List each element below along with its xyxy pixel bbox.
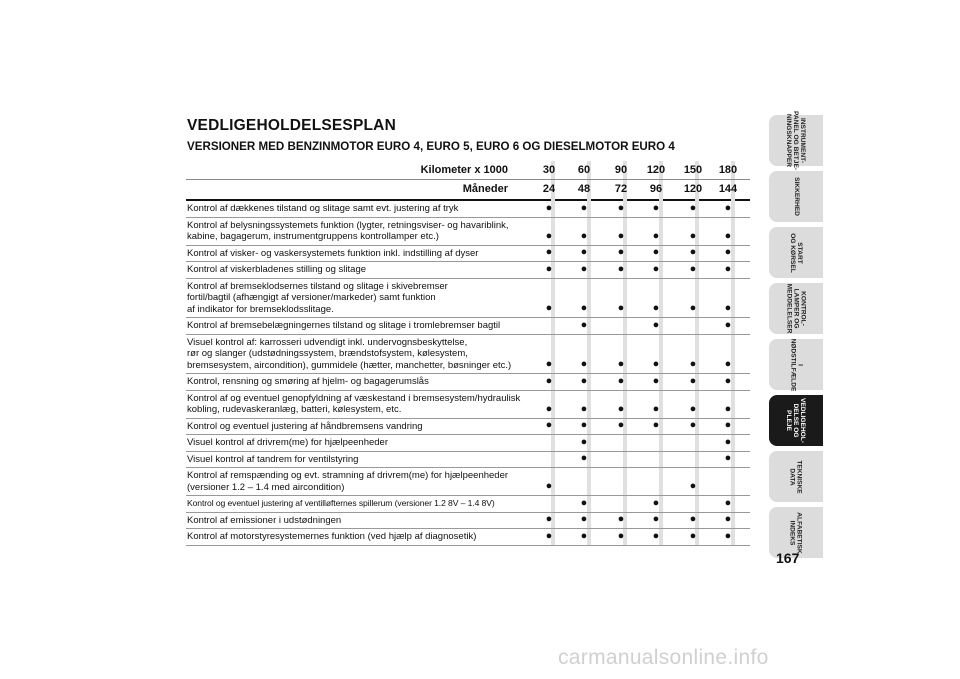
interval-dot: ● [689, 513, 697, 525]
row-line: rør og slanger (udstødningssystem, brændstofsystem, kølesystem, [187, 348, 468, 359]
row-line: Kontrol og eventuel justering af ventilløfternes spillerum (versioner 1.2 8V – 1.4 8V) [187, 498, 495, 508]
interval-dot: ● [545, 419, 553, 431]
interval-dot: ● [689, 229, 697, 242]
interval-dot: ● [545, 480, 553, 492]
interval-dot: ● [580, 452, 588, 464]
row-line: Visuel kontrol af tandrem for ventilstyring [187, 453, 359, 465]
row-line: Kontrol af remspænding og evt. stramning af drivrem(me) for hjælpeenheder [187, 470, 509, 481]
row-line: kabine, bagagerum, instrumentgruppens kontrollamper etc.) [187, 231, 439, 242]
interval-dot: ● [545, 229, 553, 242]
interval-dot: ● [724, 529, 732, 542]
interval-dot: ● [652, 318, 660, 331]
row-line: kobling, rudevaskeranlæg, batteri, kølesystem, etc. [187, 404, 402, 415]
header-months-2: 48 [577, 183, 591, 195]
table-row [186, 318, 750, 335]
row-line: Kontrol af visker- og vaskersystemets funktion inkl. indstilling af dyser [187, 247, 479, 259]
row-description [186, 468, 526, 495]
interval-dot: ● [580, 201, 588, 214]
chapter-tab[interactable] [769, 451, 823, 502]
interval-dot: ● [652, 358, 660, 370]
interval-dot: ● [580, 318, 588, 331]
interval-dot: ● [724, 358, 732, 370]
table-row [186, 262, 750, 279]
interval-dot: ● [689, 419, 697, 431]
interval-dot: ● [617, 358, 625, 370]
interval-dot: ● [580, 358, 588, 370]
interval-dot: ● [724, 496, 732, 509]
interval-dot: ● [724, 302, 732, 314]
interval-dot: ● [580, 496, 588, 509]
interval-dot: ● [689, 480, 697, 492]
chapter-tab-label: TEKNISKE DATA [789, 459, 803, 494]
header-kilometer-row [186, 161, 750, 180]
kilometer-label: Kilometer x 1000 [420, 164, 508, 176]
interval-dot: ● [580, 302, 588, 314]
chapter-tab-label: VEDLIGEHOL- DELSE OG PLEJE [785, 397, 807, 444]
chapter-tab-label: ALFABETISK INDEKS [789, 511, 803, 554]
interval-dot: ● [617, 246, 625, 258]
interval-dot: ● [689, 402, 697, 415]
interval-dot: ● [652, 529, 660, 542]
interval-dot: ● [689, 374, 697, 387]
interval-dot: ● [545, 513, 553, 525]
header-km-2: 60 [577, 164, 591, 176]
table-row [186, 452, 750, 469]
interval-dot: ● [545, 358, 553, 370]
interval-dot: ● [724, 374, 732, 387]
table-row [186, 218, 750, 246]
interval-dot: ● [545, 374, 553, 387]
header-km-5: 150 [683, 164, 703, 176]
interval-dot: ● [652, 302, 660, 314]
row-line: Visuel kontrol af drivrem(me) for hjælpeenheder [187, 437, 388, 448]
row-description [186, 391, 526, 418]
table-row [186, 513, 750, 530]
interval-dot: ● [652, 513, 660, 525]
row-description [186, 201, 526, 217]
chapter-tab[interactable] [769, 283, 823, 334]
interval-dot: ● [652, 496, 660, 509]
interval-dot: ● [545, 246, 553, 258]
interval-dot: ● [724, 246, 732, 258]
table-row [186, 201, 750, 218]
chapter-tab[interactable] [769, 395, 823, 446]
interval-dot: ● [724, 452, 732, 464]
interval-dot: ● [580, 374, 588, 387]
interval-dot: ● [652, 201, 660, 214]
table-row [186, 374, 750, 391]
interval-dot: ● [724, 419, 732, 431]
interval-dot: ● [652, 246, 660, 258]
row-line: Kontrol af dækkenes tilstand og slitage samt evt. justering af tryk [187, 203, 459, 214]
row-description [186, 318, 526, 334]
table-row [186, 391, 750, 419]
row-line: af indikator for bremseklodsslitage. [187, 303, 334, 315]
interval-dot: ● [580, 513, 588, 525]
row-description [186, 452, 526, 468]
header-months-1: 24 [542, 183, 556, 195]
interval-dot: ● [724, 262, 732, 275]
interval-dot: ● [545, 302, 553, 314]
table-row [186, 529, 750, 546]
chapter-tab[interactable] [769, 171, 823, 222]
row-description [186, 529, 526, 545]
interval-dot: ● [652, 262, 660, 275]
interval-dot: ● [545, 262, 553, 275]
chapter-tab[interactable] [769, 227, 823, 278]
interval-dot: ● [652, 229, 660, 242]
interval-dot: ● [617, 402, 625, 415]
interval-dot: ● [545, 402, 553, 415]
chapter-tab-label: SIKKERHED [792, 177, 800, 216]
interval-dot: ● [689, 262, 697, 275]
table-body [186, 201, 750, 546]
row-line: Kontrol af bremseklodsernes tilstand og slitage i skivebremser [187, 280, 448, 292]
interval-dot: ● [652, 402, 660, 415]
row-line: (versioner 1.2 – 1.4 med aircondition) [187, 481, 345, 493]
row-line: Kontrol af bremsebelægningernes tilstand og slitage i tromlebremser bagtil [187, 320, 501, 331]
row-description [186, 218, 526, 245]
table-row [186, 435, 750, 452]
header-months-4: 96 [649, 183, 663, 195]
chapter-tab-label: KONTROL- LAMPER OG MEDDELELSER [785, 283, 807, 334]
interval-dot: ● [689, 201, 697, 214]
row-line: Kontrol af emissioner i udstødningen [187, 514, 342, 526]
interval-dot: ● [617, 374, 625, 387]
chapter-tab-label: INSTRUMENT- PANEL OG BETJE- NINGSKNAPPER [785, 110, 807, 171]
watermark: carmanualsonline.info [558, 646, 769, 669]
row-line: Kontrol, rensning og smøring af hjelm- og bagagerumslås [187, 376, 429, 387]
interval-dot: ● [580, 229, 588, 242]
row-line: Kontrol af belysningssystemets funktion (lygter, retningsviser- og havariblink, [187, 219, 509, 231]
row-description [186, 335, 526, 374]
interval-dot: ● [724, 402, 732, 415]
header-km-6: 180 [718, 164, 738, 176]
page-subtitle: VERSIONER MED BENZINMOTOR EURO 4, EURO 5, EURO 6 OG DIESELMOTOR EURO 4 [187, 140, 675, 153]
interval-dot: ● [580, 435, 588, 448]
row-description [186, 246, 526, 262]
row-line: Kontrol af og eventuel genopfyldning af væskestand i bremsesystem/hydraulisk [187, 392, 521, 404]
row-description [186, 374, 526, 390]
header-km-4: 120 [646, 164, 666, 176]
page-title: VEDLIGEHOLDELSESPLAN [187, 117, 396, 134]
table-row [186, 496, 750, 513]
row-line: Kontrol og eventuel justering af håndbremsens vandring [187, 420, 423, 432]
row-line: Kontrol af motorstyresystemernes funktion (ved hjælp af diagnosetik) [187, 531, 477, 542]
row-line: fortil/bagtil (afhængigt af versioner/markeder) samt funktion [187, 292, 436, 303]
row-description [186, 496, 526, 512]
interval-dot: ● [617, 302, 625, 314]
chapter-tab[interactable] [769, 339, 823, 390]
chapter-tabs [769, 110, 823, 563]
interval-dot: ● [617, 513, 625, 525]
interval-dot: ● [580, 246, 588, 258]
table-row [186, 246, 750, 263]
header-km-1: 30 [542, 164, 556, 176]
row-description [186, 279, 526, 318]
interval-dot: ● [545, 529, 553, 542]
interval-dot: ● [724, 318, 732, 331]
table-row [186, 279, 750, 319]
row-description [186, 435, 526, 451]
interval-dot: ● [724, 201, 732, 214]
table-row [186, 335, 750, 375]
interval-dot: ● [652, 374, 660, 387]
interval-dot: ● [689, 246, 697, 258]
header-months-6: 144 [718, 183, 738, 195]
interval-dot: ● [580, 262, 588, 275]
interval-dot: ● [689, 302, 697, 314]
months-label: Måneder [462, 183, 508, 195]
interval-dot: ● [617, 229, 625, 242]
interval-dot: ● [617, 529, 625, 542]
table-row [186, 419, 750, 436]
interval-dot: ● [724, 513, 732, 525]
interval-dot: ● [545, 201, 553, 214]
interval-dot: ● [689, 529, 697, 542]
maintenance-table [186, 161, 750, 546]
interval-dot: ● [689, 358, 697, 370]
interval-dot: ● [617, 419, 625, 431]
row-line: Visuel kontrol af: karrosseri udvendigt inkl. undervognsbeskyttelse, [187, 336, 468, 348]
page-number: 167 [776, 550, 800, 566]
interval-dot: ● [580, 402, 588, 415]
interval-dot: ● [724, 229, 732, 242]
interval-dot: ● [652, 419, 660, 431]
row-line: bremsesystem, aircondition), gummidele (hætter, manchetter, bøsninger etc.) [187, 359, 512, 371]
chapter-tab-label: START OG KØRSEL [788, 232, 803, 273]
interval-dot: ● [617, 262, 625, 275]
row-description [186, 419, 526, 435]
interval-dot: ● [580, 419, 588, 431]
header-km-3: 90 [614, 164, 628, 176]
chapter-tab[interactable] [769, 110, 823, 171]
header-months-5: 120 [683, 183, 703, 195]
interval-dot: ● [617, 201, 625, 214]
chapter-tab-label: I NØDSTILFÆLDE [789, 338, 803, 391]
row-description [186, 513, 526, 529]
header-months-row [186, 180, 750, 199]
row-description [186, 262, 526, 278]
row-line: Kontrol af viskerbladenes stilling og slitage [187, 264, 367, 275]
interval-dot: ● [724, 435, 732, 448]
header-months-3: 72 [614, 183, 628, 195]
interval-dot: ● [580, 529, 588, 542]
table-row [186, 468, 750, 496]
